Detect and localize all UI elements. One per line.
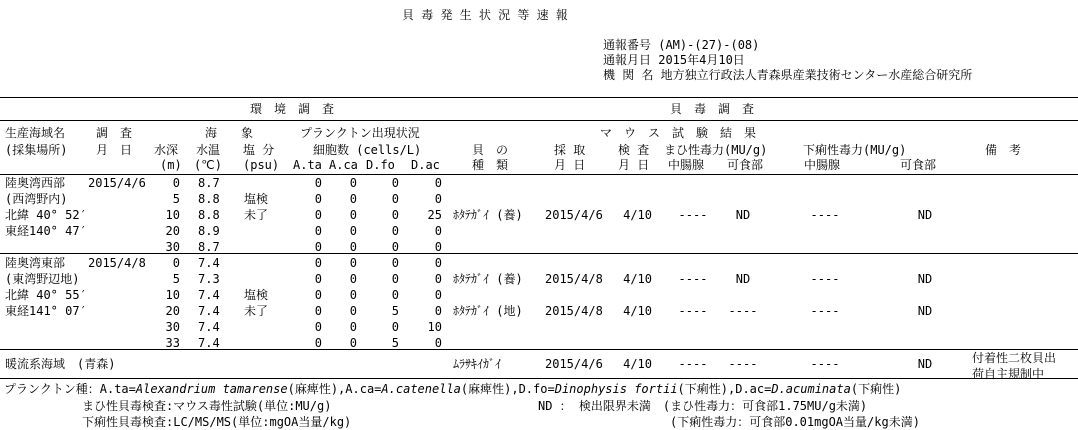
psp-col-edible: 可食部	[727, 158, 764, 172]
header-top-rule	[0, 97, 1078, 98]
cell-temp: 8.8	[198, 208, 220, 222]
cell-ata: 0	[314, 176, 322, 190]
cell-dsp-edible: ND	[917, 357, 933, 371]
cell-temp: 8.7	[198, 240, 220, 254]
cell-dfo: 0	[391, 320, 399, 334]
cell-dfo: 5	[391, 336, 399, 350]
temp-unit: (℃)	[194, 158, 222, 172]
sea-condition-header: 海 象	[205, 126, 254, 140]
cell-ata: 0	[314, 240, 322, 254]
sample-header: 採 取	[554, 143, 586, 157]
cell-dfo: 0	[391, 256, 399, 270]
cell-temp: 7.4	[198, 320, 220, 334]
cell-dsp-midgut: ----	[810, 357, 840, 371]
cell-depth: 10	[165, 208, 180, 222]
shell-type-header: 貝 の	[472, 143, 509, 157]
cell-aca: 0	[349, 288, 357, 302]
cell-temp: 7.4	[198, 304, 220, 318]
shell-type-sub-header: 種 類	[472, 158, 509, 172]
cell-dfo: 0	[391, 272, 399, 286]
cell-shell-type: ﾎﾀﾃｶﾞｲ (地)	[453, 304, 523, 318]
test-header: 検 査	[618, 143, 650, 157]
cell-area: 北緯 40° 52′	[5, 208, 87, 222]
cell-sample-date: 2015/4/8	[545, 272, 603, 286]
salinity-header: 塩 分	[243, 143, 275, 157]
cell-ata: 0	[314, 272, 322, 286]
cell-dac: 0	[434, 336, 442, 350]
sample-date-header: 月 日	[554, 158, 586, 172]
cells-header: 細胞数 (cells/L)	[313, 143, 422, 157]
cell-sample-date: 2015/4/6	[545, 208, 603, 222]
cell-depth: 0	[172, 256, 180, 270]
cell-area: (東湾野辺地)	[5, 272, 80, 286]
plankton-species-note: プランクトン種：A.ta=Alexandrium tamarense(麻痺性),A.ca=A.catenella(麻痺性),D.fo=Dinophysis fortii(下痢性),D.ac=D.acuminata(下痢性)	[4, 382, 902, 396]
cell-ata: 0	[314, 208, 322, 222]
mouse-test-header: マ ウ ス 試 験 結 果	[600, 126, 757, 140]
survey-date-header: 月 日	[96, 143, 133, 157]
cell-aca: 0	[349, 304, 357, 318]
report-organization: 機 関 名 地方独立行政法人青森県産業技術センター水産総合研究所	[603, 68, 973, 82]
cell-shell-type: ﾎﾀﾃｶﾞｲ (養)	[453, 208, 523, 222]
plankton-col-aca: A.ca	[329, 158, 358, 172]
cell-aca: 0	[349, 336, 357, 350]
cell-area: 東経140° 47′	[5, 224, 87, 238]
cell-dsp-edible: ND	[917, 208, 933, 222]
env-survey-header: 環 境 調 査	[250, 102, 335, 116]
cell-ata: 0	[314, 304, 322, 318]
cell-shell-type: ﾎﾀﾃｶﾞｲ (養)	[453, 272, 523, 286]
remarks-header: 備 考	[985, 143, 1022, 157]
dsp-col-edible: 可食部	[900, 158, 937, 172]
cell-test-date: 4/10	[623, 304, 652, 318]
cell-dac: 0	[434, 240, 442, 254]
cell-area: 北緯 40° 55′	[5, 288, 87, 302]
cell-dfo: 0	[391, 288, 399, 302]
cell-temp: 8.8	[198, 192, 220, 206]
cell-psp-midgut: ----	[678, 304, 708, 318]
cell-dsp-midgut: ----	[810, 304, 840, 318]
cell-ata: 0	[314, 224, 322, 238]
cell-dac: 25	[427, 208, 442, 222]
cell-survey-date: 2015/4/8	[88, 256, 146, 270]
cell-psp-edible: ND	[735, 272, 751, 286]
cell-depth: 10	[165, 288, 180, 302]
cell-psp-edible: ----	[728, 304, 758, 318]
header-bottom-rule	[0, 174, 1078, 175]
cell-salinity: 未了	[244, 208, 269, 222]
psp-method-note: まひ性貝毒検査:マウス毒性試験(単位:MU/g)	[82, 399, 332, 413]
cell-temp: 7.4	[198, 256, 220, 270]
area-header: 生産海域名	[5, 126, 66, 140]
cell-psp-midgut: ----	[678, 272, 708, 286]
cell-test-date: 4/10	[623, 208, 652, 222]
cell-psp-midgut: ----	[678, 357, 708, 371]
cell-dsp-edible: ND	[917, 304, 933, 318]
cell-aca: 0	[349, 192, 357, 206]
cell-depth: 30	[165, 240, 180, 254]
cell-aca: 0	[349, 320, 357, 334]
cell-sample-date: 2015/4/8	[545, 304, 603, 318]
cell-dac: 0	[434, 288, 442, 302]
psp-col-midgut: 中腸腺	[668, 158, 705, 172]
cell-dfo: 0	[391, 176, 399, 190]
salinity-unit: (psu)	[243, 158, 280, 172]
dsp-method-note: 下痢性貝毒検査:LC/MS/MS(単位:mgOA当量/kg)	[82, 415, 352, 429]
nd-note: ND ： 検出限界未満 (まひ性毒力：可食部1.75MU/g未満)	[538, 399, 868, 413]
cell-ata: 0	[314, 336, 322, 350]
psp-header: まひ性毒力(MU/g)	[664, 143, 768, 157]
cell-depth: 5	[172, 192, 180, 206]
document-title: 貝 毒 発 生 状 況 等 速 報	[402, 8, 568, 22]
cell-aca: 0	[349, 208, 357, 222]
cell-area: 陸奥湾東部	[5, 256, 66, 270]
survey-header: 調 査	[96, 126, 133, 140]
cell-aca: 0	[349, 176, 357, 190]
cell-sample-date: 2015/4/6	[545, 357, 603, 371]
temp-header: 水温	[196, 143, 221, 157]
cell-dfo: 0	[391, 192, 399, 206]
cell-dsp-edible: ND	[917, 272, 933, 286]
cell-depth: 0	[172, 176, 180, 190]
dsp-col-midgut: 中腸腺	[804, 158, 841, 172]
plankton-col-ata: A.ta	[293, 158, 322, 172]
report-number: 通報番号 (AM)-(27)-(08)	[603, 38, 760, 52]
cell-depth: 30	[165, 320, 180, 334]
depth-unit: (m)	[160, 158, 182, 172]
cell-temp: 7.4	[198, 336, 220, 350]
report-date: 通報月日 2015年4月10日	[603, 53, 745, 67]
cell-depth: 20	[165, 304, 180, 318]
cell-dfo: 5	[391, 304, 399, 318]
cell-dac: 0	[434, 224, 442, 238]
plankton-header: プランクトン出現状況	[300, 126, 420, 140]
cell-area: 暖流系海域 (青森)	[5, 357, 116, 371]
dsp-limit-note: (下痢性毒力：可食部0.01mgOA当量/kg未満)	[670, 415, 920, 429]
cell-psp-edible: ND	[735, 208, 751, 222]
cell-salinity: 塩検	[244, 192, 269, 206]
cell-ata: 0	[314, 256, 322, 270]
cell-depth: 20	[165, 224, 180, 238]
cell-area: 陸奥湾西部	[5, 176, 66, 190]
cell-aca: 0	[349, 224, 357, 238]
cell-temp: 8.7	[198, 176, 220, 190]
cell-aca: 0	[349, 256, 357, 270]
plankton-col-dfo: D.fo	[366, 158, 395, 172]
cell-dac: 0	[434, 304, 442, 318]
cell-salinity: 塩検	[244, 288, 269, 302]
cell-dsp-midgut: ----	[810, 272, 840, 286]
cell-depth: 33	[165, 336, 180, 350]
area-sub-header: (採集場所)	[5, 143, 68, 157]
cell-survey-date: 2015/4/6	[88, 176, 146, 190]
cell-depth: 5	[172, 272, 180, 286]
cell-psp-midgut: ----	[678, 208, 708, 222]
cell-salinity: 未了	[244, 304, 269, 318]
cell-dac: 10	[427, 320, 442, 334]
cell-temp: 7.3	[198, 272, 220, 286]
cell-ata: 0	[314, 192, 322, 206]
cell-dac: 0	[434, 272, 442, 286]
cell-dac: 0	[434, 192, 442, 206]
dsp-header: 下痢性毒力(MU/g)	[803, 143, 907, 157]
cell-dsp-midgut: ----	[810, 208, 840, 222]
cell-temp: 8.9	[198, 224, 220, 238]
cell-ata: 0	[314, 320, 322, 334]
cell-ata: 0	[314, 288, 322, 302]
cell-dac: 0	[434, 256, 442, 270]
cell-test-date: 4/10	[623, 272, 652, 286]
cell-test-date: 4/10	[623, 357, 652, 371]
depth-header: 水深	[154, 143, 179, 157]
cell-aca: 0	[349, 240, 357, 254]
remarks-line-2: 荷自主規制中	[972, 367, 1045, 381]
test-date-header: 月 日	[618, 158, 650, 172]
cell-dfo: 0	[391, 208, 399, 222]
plankton-col-dac: D.ac	[411, 158, 440, 172]
remarks-line-1: 付着性二枚貝出	[972, 351, 1057, 365]
cell-area: 東経141° 07′	[5, 304, 87, 318]
header-mid-rule	[0, 120, 1078, 121]
cell-dac: 0	[434, 176, 442, 190]
cell-dfo: 0	[391, 240, 399, 254]
shellfish-survey-header: 貝 毒 調 査	[670, 102, 755, 116]
cell-temp: 7.4	[198, 288, 220, 302]
section-rule-footnotes	[0, 378, 1078, 379]
cell-shell-type: ﾑﾗｻｷｲｶﾞｲ	[453, 357, 502, 371]
cell-aca: 0	[349, 272, 357, 286]
cell-area: (西湾野内)	[5, 192, 68, 206]
cell-dfo: 0	[391, 224, 399, 238]
cell-psp-edible: ----	[728, 357, 758, 371]
